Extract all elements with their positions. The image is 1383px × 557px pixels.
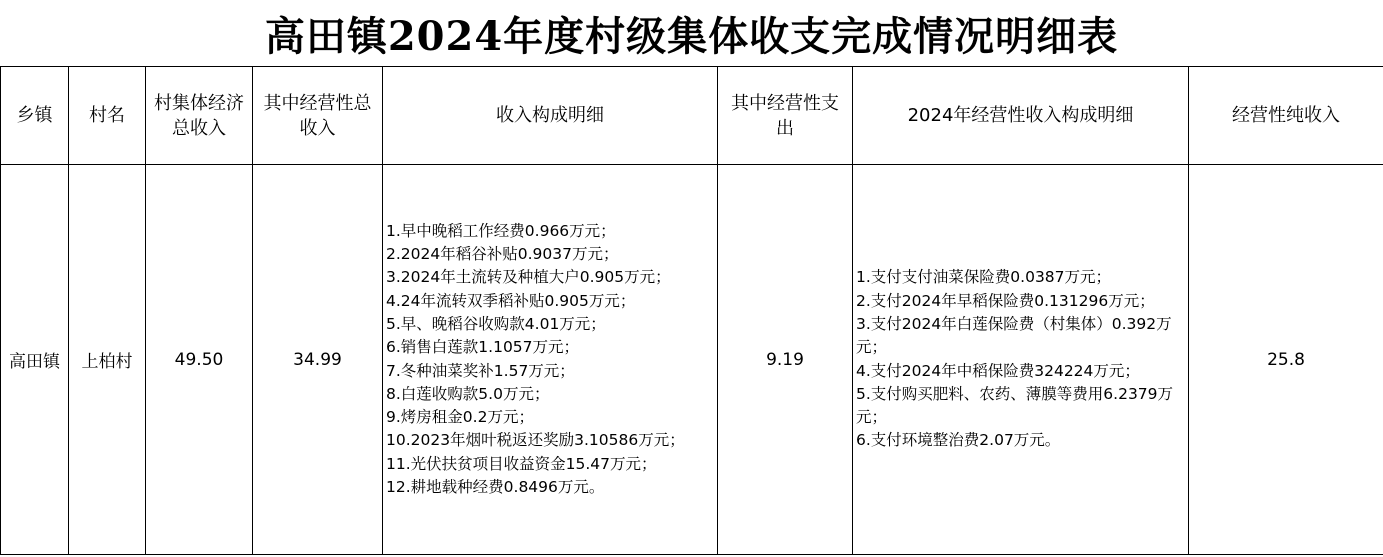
header-net-income: 经营性纯收入 (1189, 67, 1383, 165)
expense-item: 6.支付环境整治费2.07万元。 (856, 431, 1061, 450)
expense-item: 2.支付2024年早稻保险费0.131296万元； (856, 291, 1155, 310)
income-item: 8.白莲收购款5.0万元； (386, 384, 550, 403)
cell-income-detail (383, 165, 718, 555)
income-item: 2.2024年稻谷补贴0.9037万元； (386, 245, 619, 264)
expense-item: 5.支付购买肥料、农药、薄膜等费用6.2379万元； (856, 384, 1174, 427)
cell-village: 上柏村 (69, 165, 146, 555)
header-operating-income (253, 67, 383, 165)
cell-net-income: 25.8 (1189, 165, 1383, 555)
header-village: 村名 (69, 67, 146, 165)
income-item: 9.烤房租金0.2万元； (386, 408, 534, 427)
cell-total-income: 49.50 (146, 165, 253, 555)
table-row (1, 165, 1383, 555)
header-total-income (146, 67, 253, 165)
cell-township: 高田镇 (1, 165, 69, 555)
income-item: 1.早中晚稻工作经费0.966万元； (386, 221, 616, 240)
cell-operating-expense: 9.19 (718, 165, 853, 555)
income-item: 10.2023年烟叶税返还奖励3.10586万元； (386, 431, 685, 450)
income-item: 11.光伏扶贫项目收益资金15.47万元； (386, 454, 657, 473)
expense-item: 3.支付2024年白莲保险费（村集体）0.392万元； (856, 314, 1172, 357)
income-item: 4.24年流转双季稻补贴0.905万元； (386, 291, 636, 310)
header-operating-income-label: 其中经营性总收入 (263, 92, 372, 139)
header-row (1, 67, 1383, 165)
expense-item: 1.支付支付油菜保险费0.0387万元； (856, 268, 1112, 287)
header-operating-expense-label: 其中经营性支出 (731, 92, 839, 139)
income-item: 6.销售白莲款1.1057万元； (386, 338, 580, 357)
income-item: 12.耕地载种经费0.8496万元。 (386, 477, 605, 496)
income-item: 5.早、晚稻谷收购款4.01万元； (386, 314, 606, 333)
header-income-detail: 收入构成明细 (383, 67, 718, 165)
cell-operating-income: 34.99 (253, 165, 383, 555)
header-township: 乡镇 (1, 67, 69, 165)
header-operating-expense (718, 67, 853, 165)
income-item: 7.冬种油菜奖补1.57万元； (386, 361, 575, 380)
summary-table (0, 66, 1383, 555)
header-expense-detail: 2024年经营性收入构成明细 (853, 67, 1189, 165)
expense-item: 4.支付2024年中稻保险费324224万元； (856, 361, 1140, 380)
cell-expense-detail (853, 165, 1189, 555)
income-item: 3.2024年土流转及种植大户0.905万元； (386, 268, 671, 287)
header-total-income-label: 村集体经济总收入 (154, 92, 244, 139)
page-title: 高田镇2024年度村级集体收支完成情况明细表 (264, 12, 1119, 60)
